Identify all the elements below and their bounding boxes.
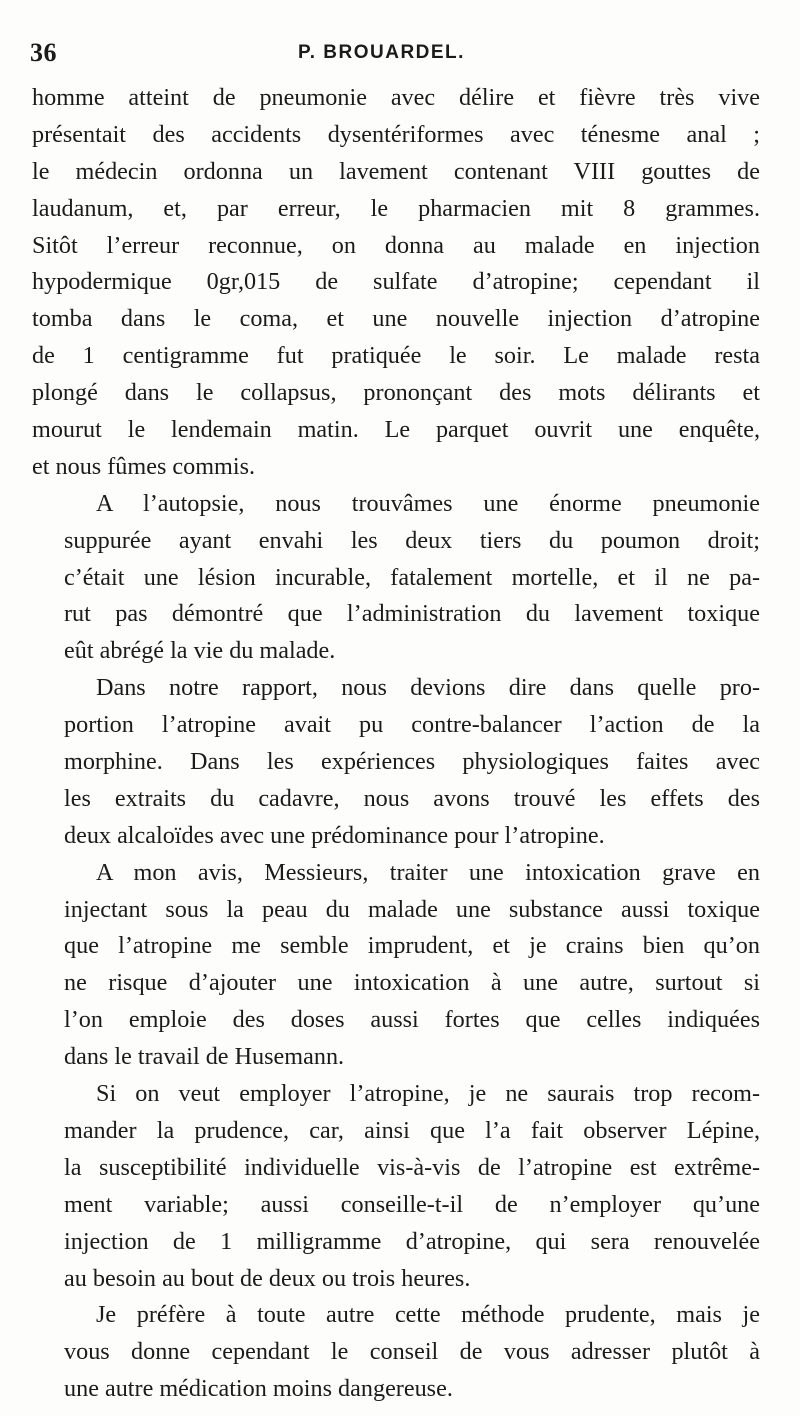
text-line: Sitôt l’erreur reconnue, on donna au malade en injection	[32, 231, 760, 259]
text-line: suppurée ayant envahi les deux tiers du poumon droit;	[64, 526, 760, 554]
paragraph	[32, 486, 760, 670]
paragraph	[32, 1076, 760, 1297]
text-line: ment variable; aussi conseille-t-il de n’employer qu’une	[64, 1190, 760, 1218]
text-line: de 1 centigramme fut pratiquée le soir. Le malade resta	[32, 342, 760, 370]
paragraph	[32, 855, 760, 1076]
paragraph	[32, 1297, 760, 1408]
text-line: injectant sous la peau du malade une substance aussi toxique	[64, 895, 760, 923]
text-line: injection de 1 milligramme d’atropine, qui sera renouvelée	[64, 1227, 760, 1255]
text-line: Je préfère à toute autre cette méthode prudente, mais je	[96, 1301, 760, 1329]
page-number: 36	[30, 38, 57, 67]
text-line: vous donne cependant le conseil de vous adresser plutôt à	[64, 1338, 760, 1366]
running-head: P. BROUARDEL.	[298, 42, 465, 63]
text-line: hypodermique 0gr,015 de sulfate d’atropine; cependant il	[32, 268, 760, 296]
text-line: laudanum, et, par erreur, le pharmacien mit 8 grammes.	[32, 194, 760, 222]
text-line: morphine. Dans les expériences physiologiques faites avec	[64, 748, 760, 776]
text-line: portion l’atropine avait pu contre-balancer l’action de la	[64, 711, 760, 739]
text-line: la susceptibilité individuelle vis-à-vis de l’atropine est extrême-	[64, 1153, 760, 1181]
page-header	[30, 38, 770, 78]
text-line: Dans notre rapport, nous devions dire dans quelle pro-	[96, 674, 760, 702]
text-line: le médecin ordonna un lavement contenant VIII gouttes de	[32, 157, 760, 185]
text-line: ne risque d’ajouter une intoxication à une autre, surtout si	[64, 969, 760, 997]
text-line: A l’autopsie, nous trouvâmes une énorme pneumonie	[96, 489, 760, 517]
text-line: plongé dans le collapsus, prononçant des mots délirants et	[32, 379, 760, 407]
text-line: une autre médication moins dangereuse.	[64, 1375, 453, 1403]
text-line: mourut le lendemain matin. Le parquet ouvrit une enquête,	[32, 416, 760, 444]
paragraph	[32, 80, 760, 486]
text-line: A mon avis, Messieurs, traiter une intoxication grave en	[96, 858, 760, 886]
text-line: homme atteint de pneumonie avec délire et fièvre très vive	[32, 84, 760, 111]
text-line: les extraits du cadavre, nous avons trouvé les effets des	[64, 784, 760, 812]
text-line: présentait des accidents dysentériformes avec ténesme anal ;	[32, 120, 760, 148]
text-line: mander la prudence, car, ainsi que l’a fait observer Lépine,	[64, 1116, 760, 1144]
text-line: deux alcaloïdes avec une prédominance pour l’atropine.	[64, 821, 605, 849]
text-line: et nous fûmes commis.	[32, 452, 256, 480]
text-line: dans le travail de Husemann.	[64, 1043, 345, 1071]
body-text	[32, 80, 760, 1408]
text-line: c’était une lésion incurable, fatalement mortelle, et il ne pa-	[64, 563, 760, 591]
text-line: l’on emploie des doses aussi fortes que celles indiquées	[64, 1006, 760, 1034]
text-line: Si on veut employer l’atropine, je ne saurais trop recom-	[96, 1080, 760, 1108]
paragraph	[32, 670, 760, 854]
text-line: au besoin au bout de deux ou trois heures.	[64, 1264, 471, 1292]
text-line: tomba dans le coma, et une nouvelle injection d’atropine	[32, 305, 760, 333]
text-line: que l’atropine me semble imprudent, et je crains bien qu’on	[64, 932, 760, 960]
text-line: rut pas démontré que l’administration du lavement toxique	[64, 600, 760, 628]
text-line: eût abrégé la vie du malade.	[64, 637, 336, 665]
